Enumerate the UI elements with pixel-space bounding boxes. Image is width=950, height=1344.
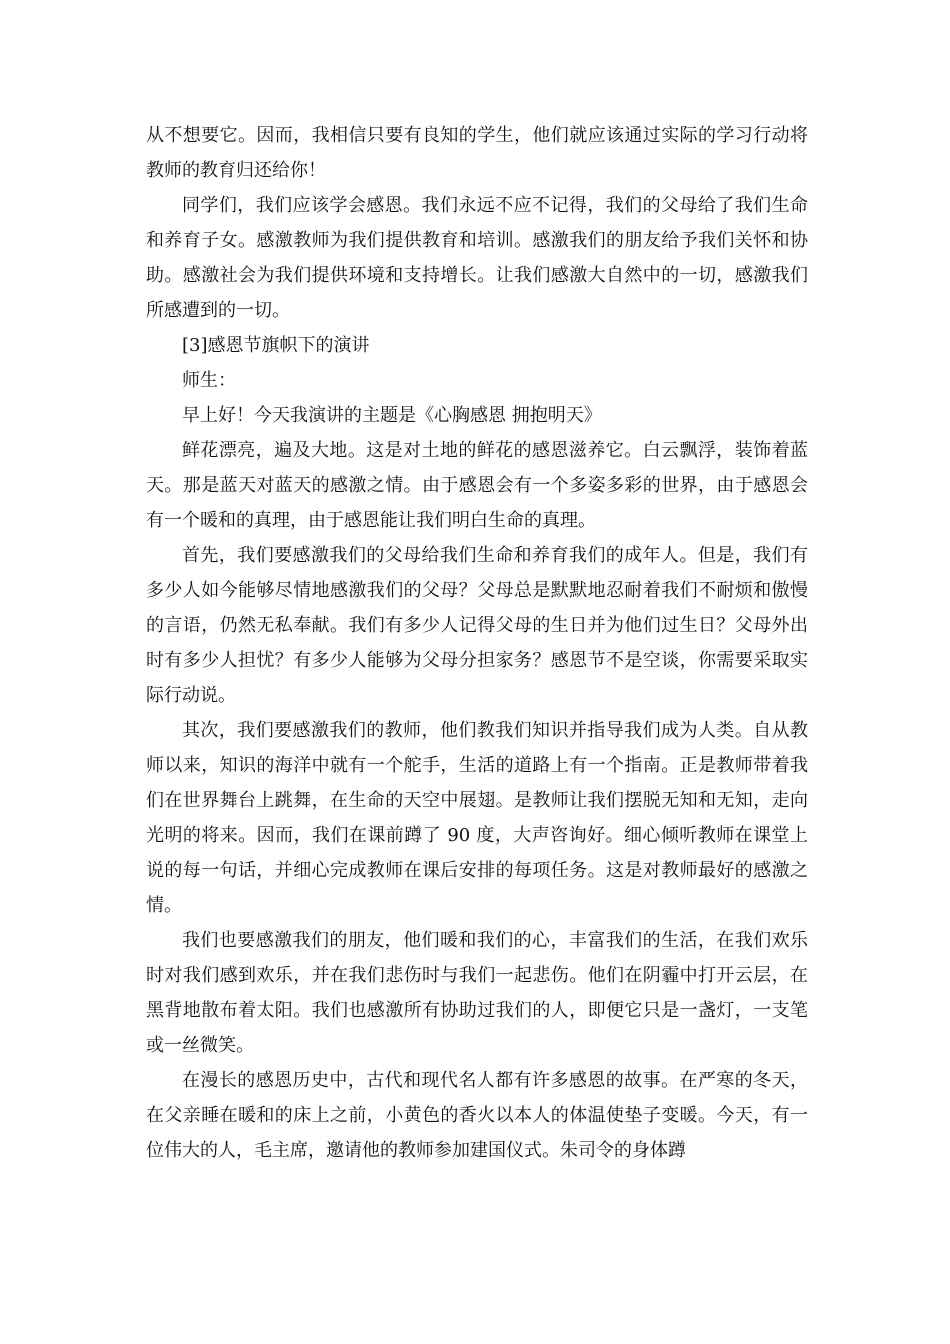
salutation: 师生： xyxy=(182,370,236,391)
paragraph-8: 其次，我们要感激我们的教师，他们教我们知识并指导我们成为人类。自从教师以来，知识的海洋中就有一个舵手，生活的道路上有一个指南。正是教师带着我们在世界舞台上跳舞，在生命的天空中展翅。是教师让我们摆脱无知和无知，走向光明的将来。因而，我们在课前蹲了 90 度，大声咨询好。细心倾听教师在课堂上说的每一句话，并细心完成教师在课后安排的每项任务。这是对教师最好的感激之情。 xyxy=(146,720,808,916)
paragraph-2: 同学们，我们应该学会感恩。我们永远不应不记得，我们的父母给了我们生命和养育子女。感激教师为我们提供教育和培训。感激我们的朋友给予我们关怀和协助。感激社会为我们提供环境和支持增长。让我们感激大自然中的一切，感激我们所感遭到的一切。 xyxy=(146,195,808,321)
paragraph-7: 首先，我们要感激我们的父母给我们生命和养育我们的成年人。但是，我们有多少人如今能够尽情地感激我们的父母？父母总是默默地忍耐着我们不耐烦和傲慢的言语，仍然无私奉献。我们有多少人记得父母的生日并为他们过生日？父母外出时有多少人担忧？有多少人能够为父母分担家务？感恩节不是空谈，你需要采取实际行动说。 xyxy=(146,545,808,706)
section-heading: [3]感恩节旗帜下的演讲 xyxy=(182,335,370,356)
paragraph-1: 从不想要它。因而，我相信只要有良知的学生，他们就应该通过实际的学习行动将教师的教育归还给你！ xyxy=(146,125,808,181)
paragraph-9: 我们也要感激我们的朋友，他们暖和我们的心，丰富我们的生活，在我们欢乐时对我们感到欢乐，并在我们悲伤时与我们一起悲伤。他们在阴霾中打开云层，在黑背地散布着太阳。我们也感激所有协助过我们的人，即便它只是一盏灯，一支笔或一丝微笑。 xyxy=(146,930,808,1056)
greeting-line: 早上好！今天我演讲的主题是《心胸感恩 拥抱明天》 xyxy=(182,405,602,426)
paragraph-10: 在漫长的感恩历史中，古代和现代名人都有许多感恩的故事。在严寒的冬天，在父亲睡在暖和的床上之前，小黄色的香火以本人的体温使垫子变暖。今天，有一位伟大的人，毛主席，邀请他的教师参加建国仪式。朱司令的身体蹲 xyxy=(146,1070,808,1161)
paragraph-6: 鲜花漂亮，遍及大地。这是对土地的鲜花的感恩滋养它。白云飘浮，装饰着蓝天。那是蓝天对蓝天的感激之情。由于感恩会有一个多姿多彩的世界，由于感恩会有一个暖和的真理，由于感恩能让我们明白生命的真理。 xyxy=(146,440,808,531)
document-page xyxy=(146,118,808,1168)
